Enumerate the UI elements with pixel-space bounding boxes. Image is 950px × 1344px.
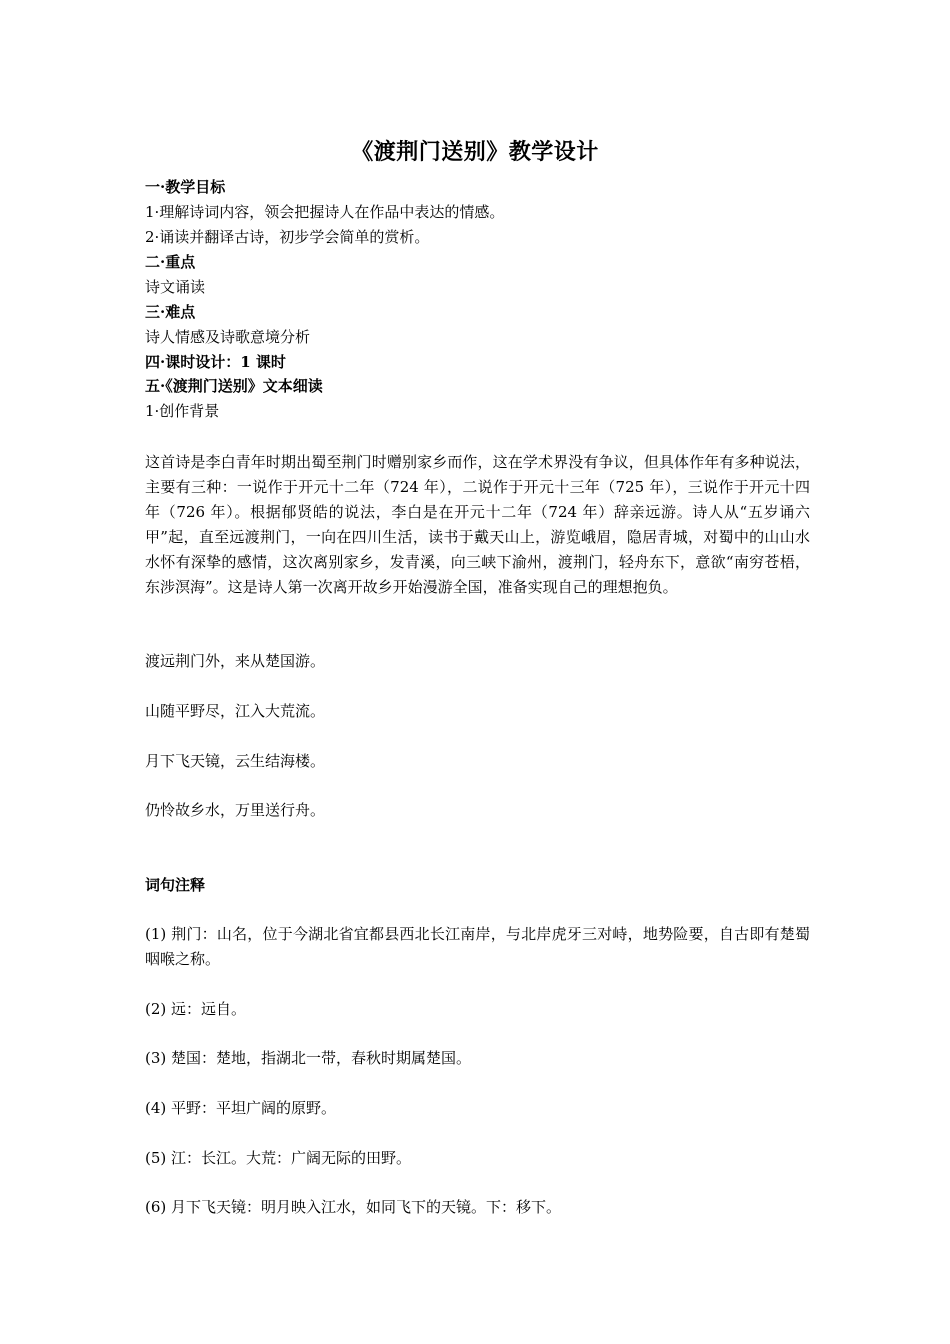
goal-item-1: 1·理解诗词内容，领会把握诗人在作品中表达的情感。 (145, 203, 505, 221)
note-item-6: (6) 月下飞天镜：明月映入江水，如同飞下的天镜。下：移下。 (145, 1198, 562, 1216)
note-item-2: (2) 远：远自。 (145, 1000, 247, 1018)
heading-difficulties: 三·难点 (145, 303, 196, 321)
poem-line-3: 月下飞天镜，云生结海楼。 (145, 752, 326, 770)
background-paragraph: 这首诗是李白青年时期出蜀至荆门时赠别家乡而作，这在学术界没有争议，但具体作年有多种说法，主要有三种：一说作于开元十二年（724 年），二说作于开元十三年（725 年），三说作于开元十四年（726 年）。根据郁贤皓的说法，李白是在开元十二年（724 年）辞亲远游。诗人从“五岁诵六甲”起，直至远渡荆门，一向在四川生活，读书于戴天山上，游览峨眉，隐居青城，对蜀中的山山水水怀有深挚的感情，这次离别家乡，发青溪，向三峡下渝州，渡荆门，轻舟东下，意欲“南穷苍梧，东涉溟海”。这是诗人第一次离开故乡开始漫游全国，准备实现自己的理想抱负。 (145, 453, 810, 596)
note-item-1: (1) 荆门：山名，位于今湖北省宜都县西北长江南岸，与北岸虎牙三对峙，地势险要，自古即有楚蜀咽喉之称。 (145, 925, 810, 968)
note-item-5: (5) 江：长江。大荒：广阔无际的田野。 (145, 1149, 412, 1167)
heading-notes: 词句注释 (145, 876, 206, 894)
document-title: 《渡荆门送别》教学设计 (351, 139, 599, 165)
heading-text-reading: 五·《渡荆门送别》文本细读 (145, 377, 323, 395)
heading-background: 1·创作背景 (145, 402, 220, 420)
heading-teaching-goals: 一·教学目标 (145, 178, 226, 196)
poem-line-4: 仍怜故乡水，万里送行舟。 (145, 801, 326, 819)
key-points-text: 诗文诵读 (145, 278, 206, 296)
heading-key-points: 二·重点 (145, 253, 196, 271)
difficulties-text: 诗人情感及诗歌意境分析 (145, 328, 311, 346)
heading-lesson-design: 四·课时设计：1 课时 (145, 353, 286, 371)
note-item-3: (3) 楚国：楚地，指湖北一带，春秋时期属楚国。 (145, 1049, 472, 1067)
poem-line-2: 山随平野尽，江入大荒流。 (145, 702, 326, 720)
goal-item-2: 2·诵读并翻译古诗，初步学会简单的赏析。 (145, 228, 430, 246)
poem-line-1: 渡远荆门外，来从楚国游。 (145, 652, 326, 670)
note-item-4: (4) 平野：平坦广阔的原野。 (145, 1099, 337, 1117)
